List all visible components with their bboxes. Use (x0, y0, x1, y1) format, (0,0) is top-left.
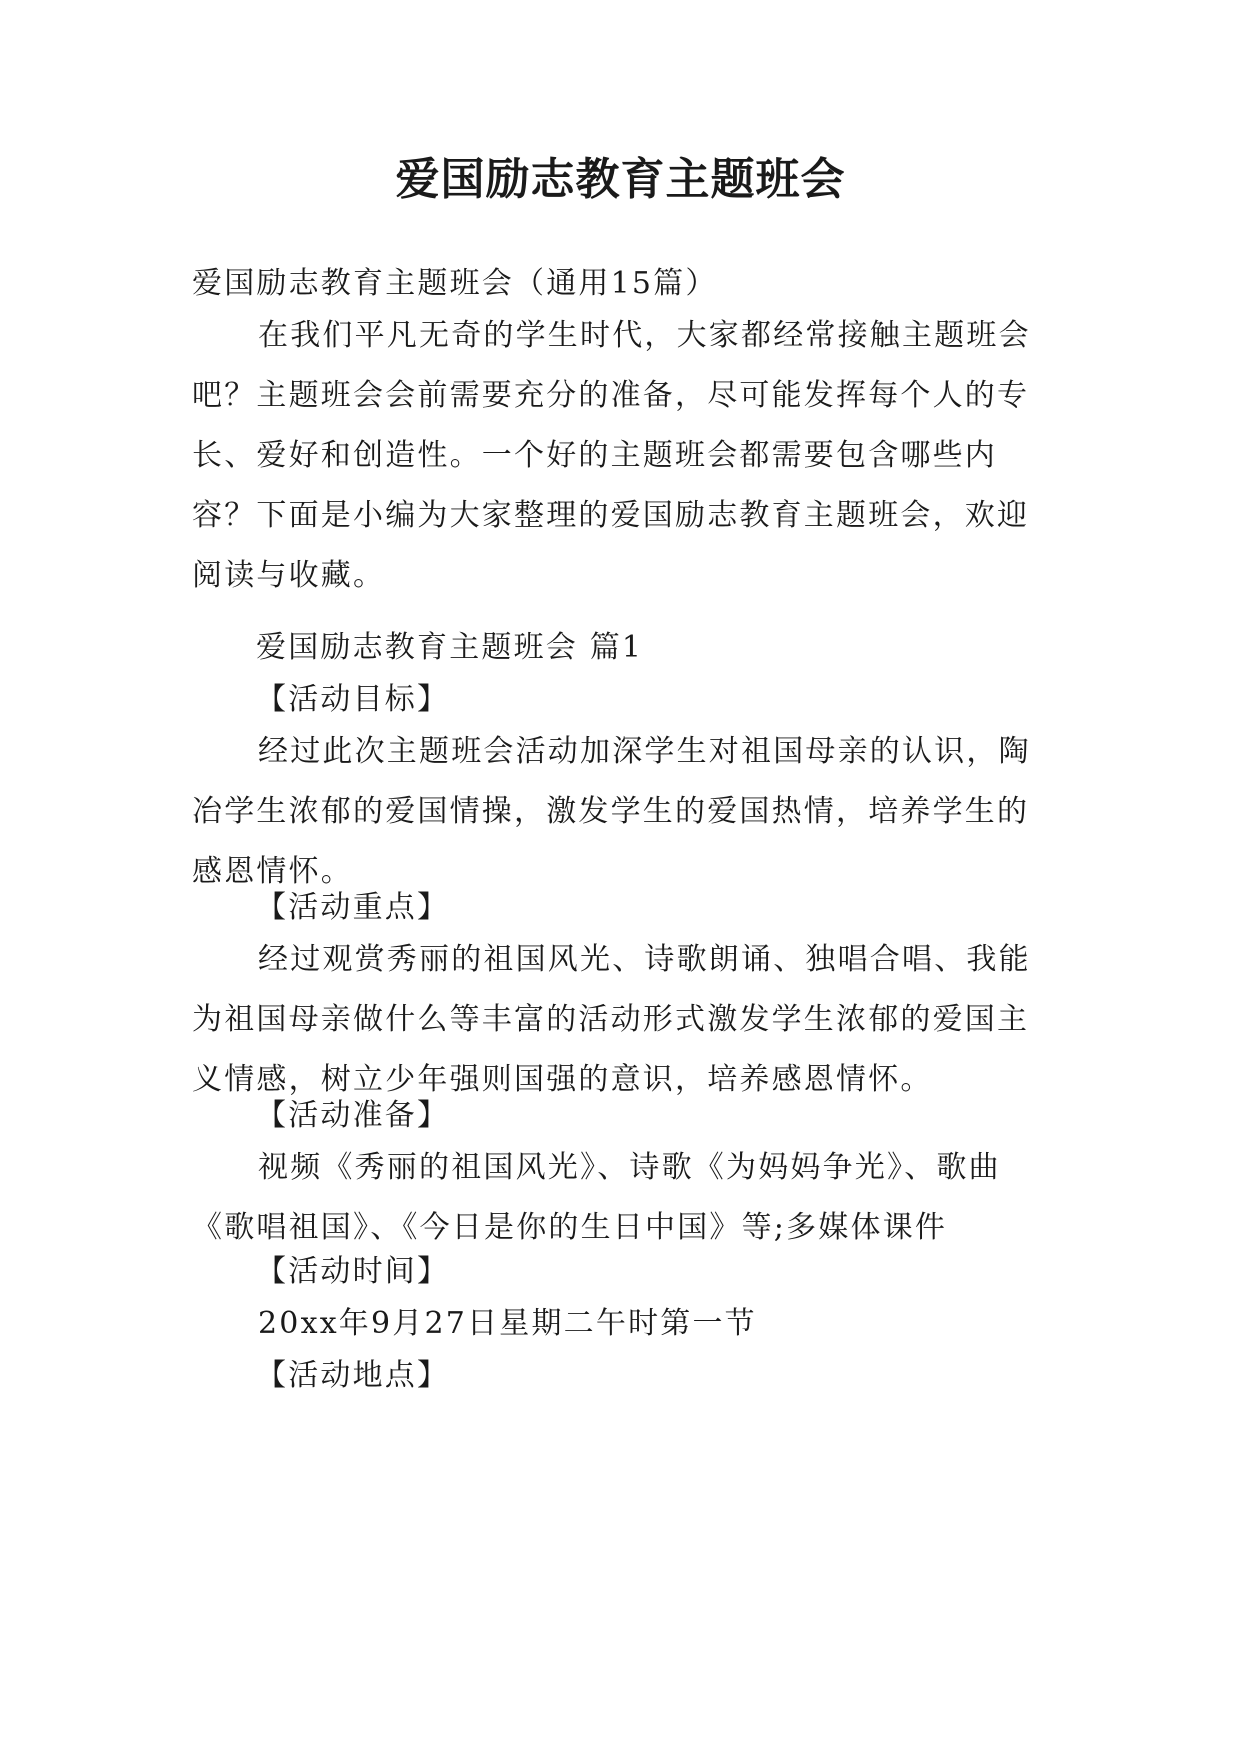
document-subtitle: 爱国励志教育主题班会（通用15篇） (192, 266, 718, 301)
section-heading-time: 【活动时间】 (256, 1254, 450, 1289)
document-title: 爱国励志教育主题班会 (395, 154, 846, 205)
section-text-preparation: 视频《秀丽的祖国风光》、诗歌《为妈妈争光》、歌曲《歌唱祖国》、《今日是你的生日中国》等;多媒体课件 (192, 1150, 1001, 1245)
section-text-time: 20xx年9月27日星期二午时第一节 (258, 1306, 757, 1341)
section-heading-location: 【活动地点】 (256, 1358, 450, 1393)
section-text-focus: 经过观赏秀丽的祖国风光、诗歌朗诵、独唱合唱、我能为祖国母亲做什么等丰富的活动形式激发学生浓郁的爱国主义情感，树立少年强则国强的意识，培养感恩情怀。 (192, 942, 1031, 1097)
section-heading-goal: 【活动目标】 (256, 682, 450, 717)
section-heading-preparation: 【活动准备】 (256, 1098, 450, 1133)
intro-paragraph: 在我们平凡无奇的学生时代，大家都经常接触主题班会吧？主题班会会前需要充分的准备，尽可能发挥每个人的专长、爱好和创造性。一个好的主题班会都需要包含哪些内容？下面是小编为大家整理的爱国励志教育主题班会，欢迎阅读与收藏。 (192, 318, 1031, 593)
section-heading-focus: 【活动重点】 (256, 890, 450, 925)
section-text-goal: 经过此次主题班会活动加深学生对祖国母亲的认识，陶冶学生浓郁的爱国情操，激发学生的爱国热情，培养学生的感恩情怀。 (192, 734, 1031, 889)
chapter-heading: 爱国励志教育主题班会 篇1 (256, 630, 644, 665)
